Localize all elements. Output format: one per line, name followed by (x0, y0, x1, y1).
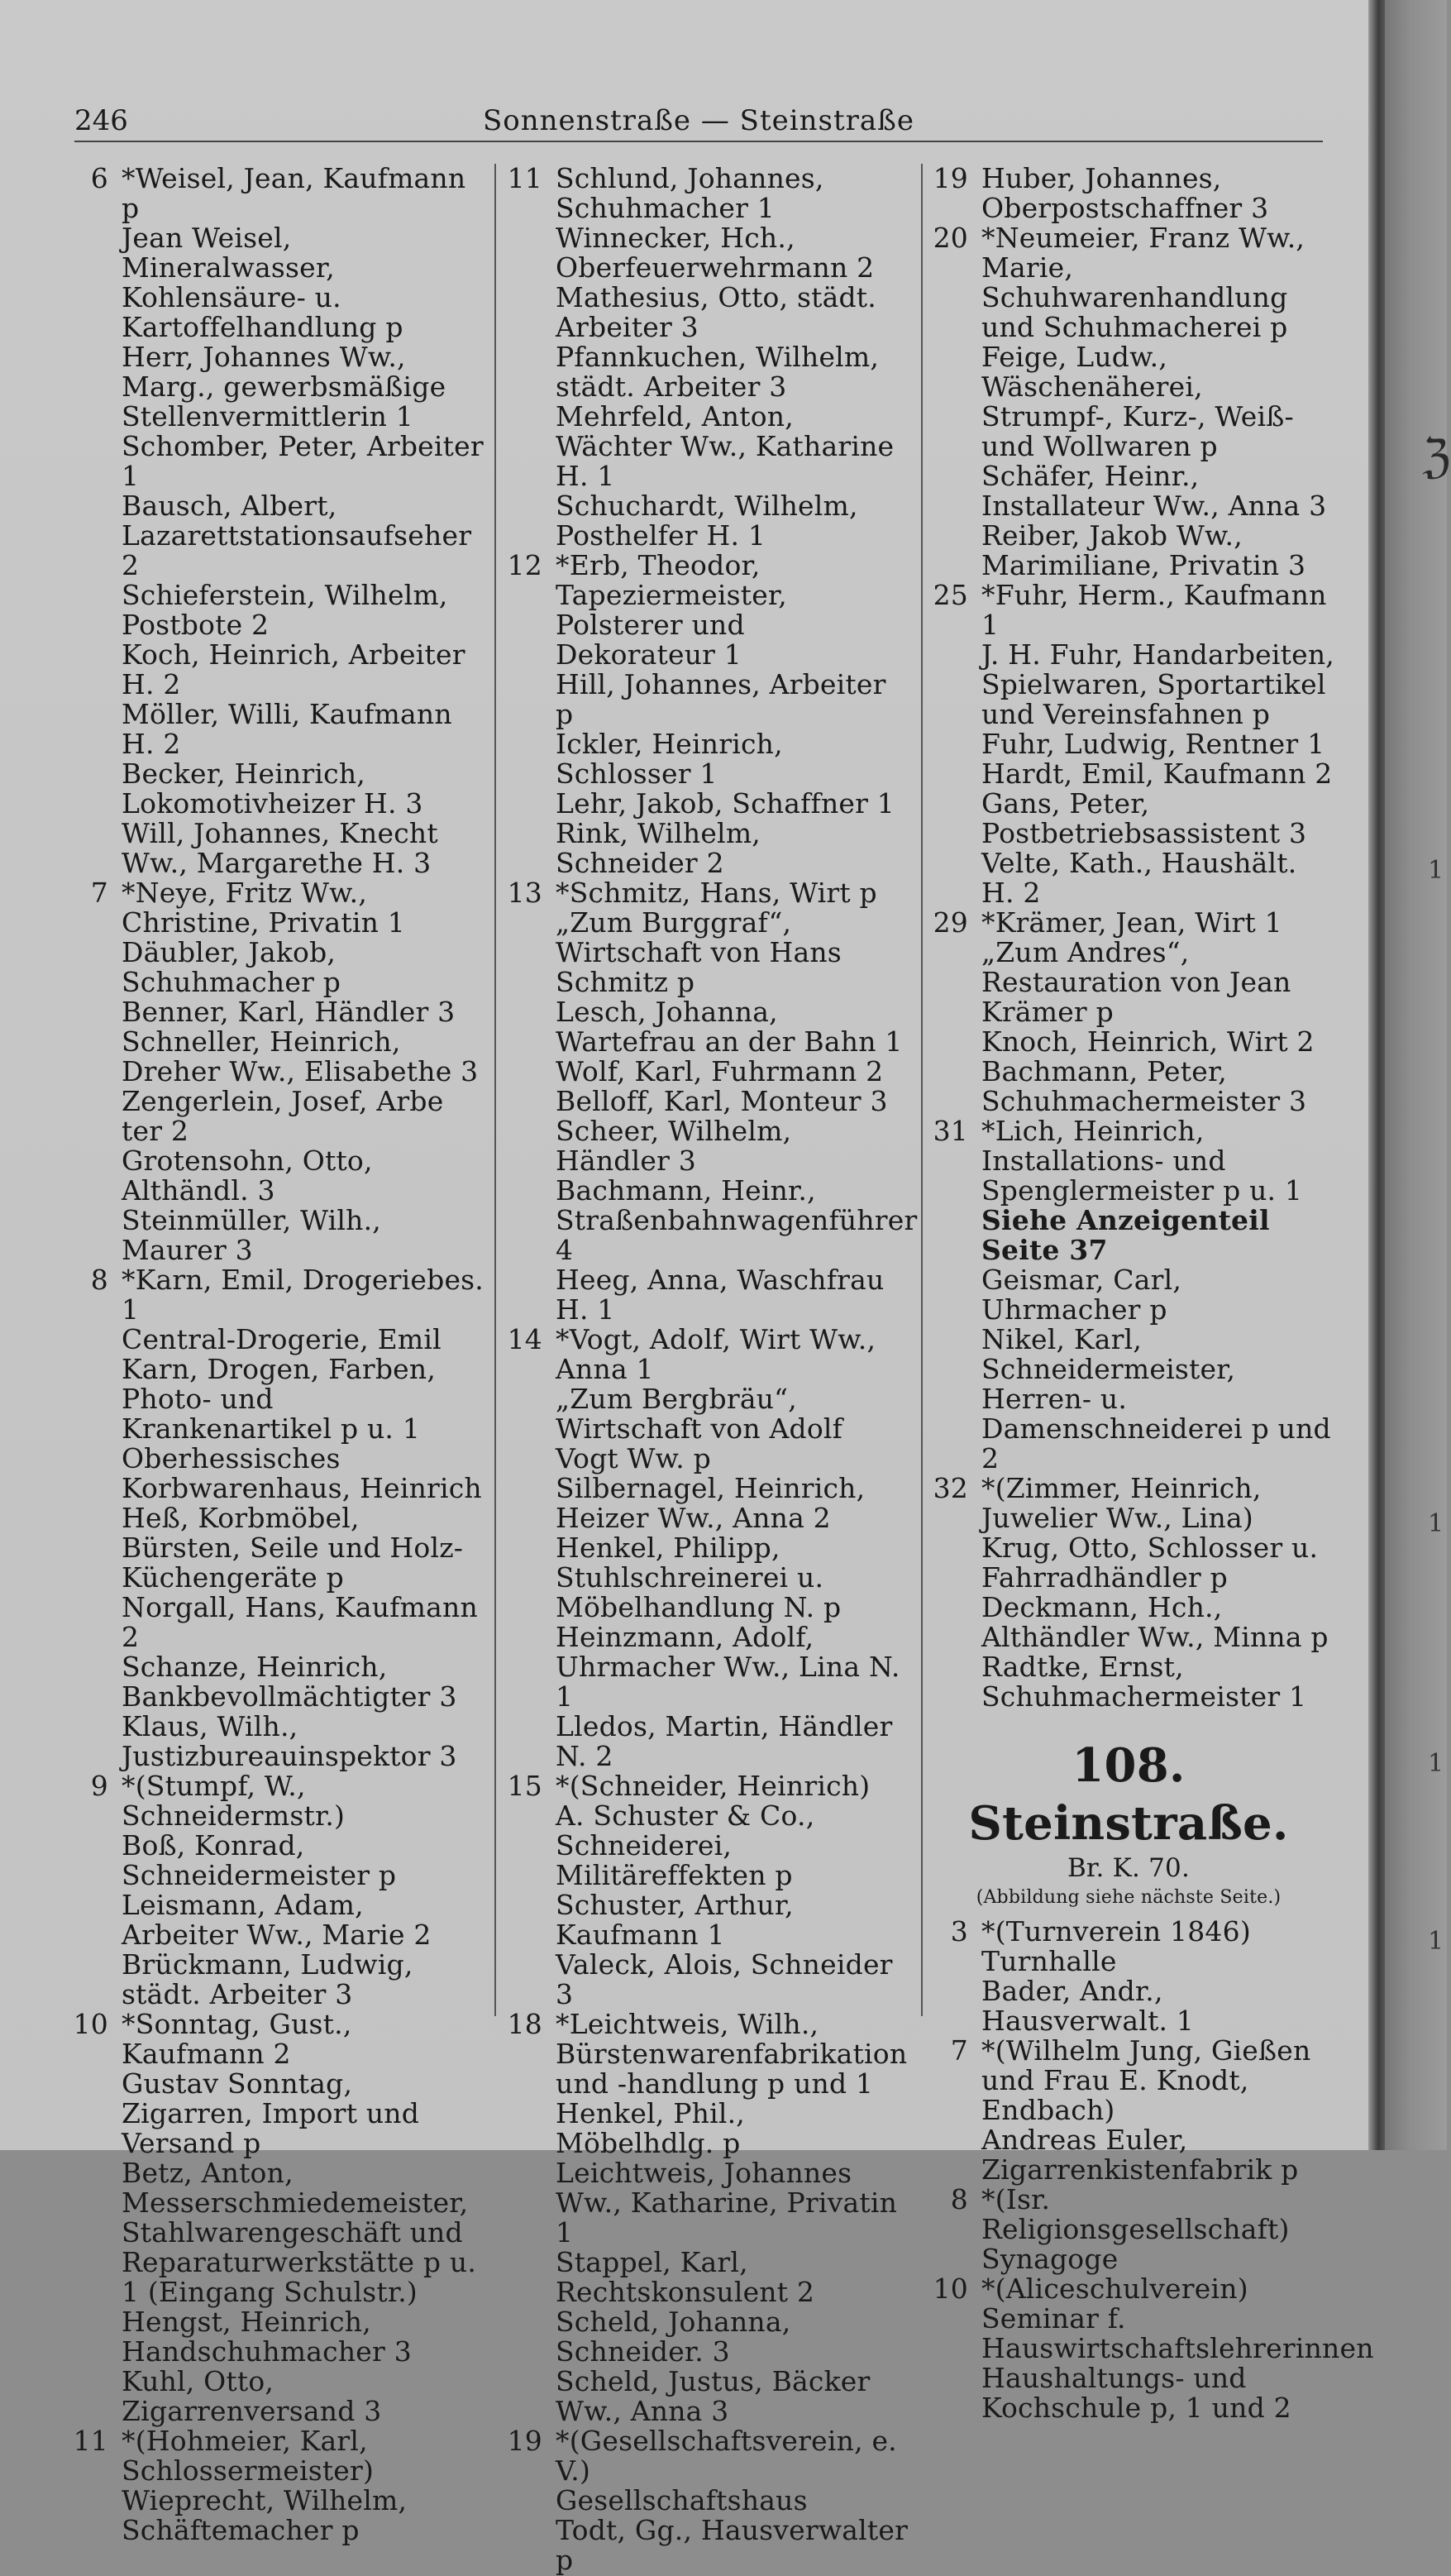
entry-text: Fuhr, Ludwig, Rentner 1 (981, 728, 1325, 760)
house-number: 15 (507, 1770, 542, 1802)
directory-entry (922, 2125, 1335, 2185)
directory-entry (496, 670, 909, 729)
house-number: 10 (73, 2008, 108, 2040)
entry-text: Leichtweis, Johannes Ww., Katharine, Privatin 1 (556, 2157, 898, 2249)
book-gutter (1368, 0, 1385, 2150)
edge-mark: 1 (1428, 856, 1444, 885)
directory-entry (922, 789, 1335, 848)
entry-text: Deckmann, Hch., Althändler Ww., Minna p (981, 1591, 1329, 1653)
entry-text: *Krämer, Jean, Wirt 1 (981, 906, 1282, 939)
directory-entry (62, 819, 484, 878)
directory-entry (62, 1831, 484, 1890)
column-3-entries (922, 164, 1335, 1712)
directory-entry (62, 640, 484, 700)
entry-text: Synagoge (981, 2243, 1119, 2275)
entry-text: *(Isr. Religionsgesellschaft) (981, 2183, 1290, 2245)
entry-text: Bachmann, Peter, Schuhmachermeister 3 (981, 1055, 1307, 1117)
directory-entry (62, 2426, 484, 2486)
directory-entry (922, 461, 1335, 521)
directory-entry (62, 164, 484, 223)
house-number: 29 (933, 906, 968, 939)
entry-text: Hardt, Emil, Kaufmann 2 (981, 758, 1333, 790)
entry-text: Haushaltungs- und Kochschule p, 1 und 2 (981, 2362, 1291, 2424)
directory-entry (922, 223, 1335, 342)
entry-text: Klaus, Wilh., Justizbureauinspektor 3 (122, 1710, 457, 1772)
directory-entry (496, 2099, 909, 2158)
entry-text: Belloff, Karl, Monteur 3 (556, 1085, 888, 1117)
directory-entry (62, 1652, 484, 1712)
house-number: 3 (950, 1915, 968, 1948)
entry-text: Todt, Gg., Hausverwalter p (556, 2514, 909, 2576)
directory-entry (62, 2158, 484, 2307)
directory-entry (922, 1593, 1335, 1652)
directory-entry (62, 342, 484, 432)
directory-entry (62, 1265, 484, 1325)
directory-entry (62, 938, 484, 997)
directory-entry (62, 2486, 484, 2545)
house-number: 32 (933, 1472, 968, 1504)
directory-entry (62, 1206, 484, 1265)
entry-text: Grotensohn, Otto, Althändl. 3 (122, 1145, 373, 1207)
directory-entry (922, 729, 1335, 759)
entry-text: Steinmüller, Wilh., Maurer 3 (122, 1204, 381, 1266)
directory-entry (62, 997, 484, 1027)
directory-entry (496, 2426, 909, 2486)
directory-entry (922, 2363, 1335, 2423)
directory-entry (62, 223, 484, 342)
house-number: 20 (933, 222, 968, 254)
house-number: 8 (950, 2183, 968, 2215)
entry-text: Velte, Kath., Haushält. H. 2 (981, 847, 1297, 909)
entry-text: Reiber, Jakob Ww., Marimiliane, Privatin 3 (981, 519, 1306, 581)
entry-text: *Erb, Theodor, Tapeziermeister, Polsterer und Dekorateur 1 (556, 549, 787, 671)
entry-text: Gesellschaftshaus (556, 2484, 808, 2516)
entry-text: Wieprecht, Wilhelm, Schäftemacher p (122, 2484, 408, 2546)
entry-text: Schäfer, Heinr., Installateur Ww., Anna 3 (981, 460, 1327, 522)
directory-entry (62, 1950, 484, 2010)
directory-entry (922, 2244, 1335, 2274)
entry-text: Koch, Heinrich, Arbeiter H. 2 (122, 638, 465, 700)
entry-text: Seminar f. Hauswirtschaftslehrerinnen (981, 2302, 1374, 2364)
entry-text: *Leichtweis, Wilh., Bürstenwarenfabrikation und -handlung p und 1 (556, 2008, 908, 2100)
directory-entry (496, 2158, 909, 2248)
entry-text: *Lich, Heinrich, Installations- und Spenglermeister p u. 1 (981, 1115, 1303, 1207)
entry-text: *Neumeier, Franz Ww., Marie, Schuhwarenhandlung und Schuhmacherei p (981, 222, 1305, 343)
directory-entry (496, 1623, 909, 1712)
entry-text: Becker, Heinrich, Lokomotivheizer H. 3 (122, 758, 423, 820)
entry-text: Silbernagel, Heinrich, Heizer Ww., Anna 2 (556, 1472, 866, 1534)
directory-entry (496, 1265, 909, 1325)
entry-text: Stappel, Karl, Rechtskonsulent 2 (556, 2246, 815, 2308)
directory-entry (496, 342, 909, 402)
directory-entry (922, 848, 1335, 908)
house-number: 14 (507, 1323, 542, 1355)
entry-text: Scheer, Wilhelm, Händler 3 (556, 1115, 792, 1177)
directory-entry (496, 878, 909, 908)
directory-entry (922, 2185, 1335, 2244)
column-3 (922, 162, 1374, 2424)
directory-entry (62, 1027, 484, 1087)
entry-text: *Neye, Fritz Ww., Christine, Privatin 1 (122, 877, 405, 939)
entry-text: Bader, Andr., Hausverwalt. 1 (981, 1975, 1195, 2037)
entry-text: Brückmann, Ludwig, städt. Arbeiter 3 (122, 1948, 413, 2010)
entry-text: Norgall, Hans, Kaufmann 2 (122, 1591, 478, 1653)
directory-entry (496, 1801, 909, 1890)
entry-text: *(Schneider, Heinrich) (556, 1770, 871, 1802)
entry-text: Lesch, Johanna, Wartefrau an der Bahn 1 (556, 996, 903, 1058)
directory-entry (496, 402, 909, 491)
directory-entry (62, 2307, 484, 2367)
directory-entry (922, 1027, 1335, 1057)
directory-entry (62, 2010, 484, 2069)
directory-entry (922, 2036, 1335, 2125)
entry-text: *(Turnverein 1846) (981, 1915, 1251, 1948)
directory-entry (496, 551, 909, 670)
entry-text: Benner, Karl, Händler 3 (122, 996, 456, 1028)
entry-text: Herr, Johannes Ww., Marg., gewerbsmäßige Stellenvermittlerin 1 (122, 341, 446, 433)
entry-text: Bachmann, Heinr., Straßenbahnwagenführer 4 (556, 1174, 918, 1266)
house-number: 19 (933, 162, 968, 194)
entry-text: Huber, Johannes, Oberpostschaffner 3 (981, 162, 1269, 224)
entry-text: Central-Drogerie, Emil Karn, Drogen, Farben, Photo- und Krankenartikel p u. 1 (122, 1323, 442, 1445)
house-number: 18 (507, 2008, 542, 2040)
entry-text: Andreas Euler, Zigarrenkistenfabrik p (981, 2124, 1299, 2186)
edge-mark: 1 (1428, 1509, 1444, 1538)
directory-entry (922, 908, 1335, 938)
column-2 (496, 162, 918, 2576)
entry-text: Schlund, Johannes, Schuhmacher 1 (556, 162, 824, 224)
directory-entry (496, 1057, 909, 1087)
entry-text: Betz, Anton, Messerschmiedemeister, Stahlwarengeschäft und Reparaturwerkstätte p u. 1 (Eingang Schulstr.) (122, 2157, 477, 2308)
directory-entry (922, 342, 1335, 461)
running-title: Sonnenstraße — Steinstraße (483, 104, 914, 137)
directory-entry (496, 1087, 909, 1116)
house-number: 7 (90, 877, 108, 909)
directory-entry (62, 1325, 484, 1444)
entry-text: Schanze, Heinrich, Bankbevollmächtigter 3 (122, 1651, 457, 1713)
entry-text: Schuchardt, Wilhelm, Posthelfer H. 1 (556, 490, 858, 552)
entry-text: Heeg, Anna, Waschfrau H. 1 (556, 1264, 885, 1326)
entry-text: *Vogt, Adolf, Wirt Ww., Anna 1 (556, 1323, 876, 1385)
entry-text: Oberhessisches Korbwarenhaus, Heinrich Heß, Korbmöbel, Bürsten, Seile und Holz-Küchengeräte p (122, 1442, 482, 1594)
house-number: 31 (933, 1115, 968, 1147)
entry-text: Gans, Peter, Postbetriebsassistent 3 (981, 787, 1307, 849)
house-number: 12 (507, 549, 542, 581)
entry-text: Schieferstein, Wilhelm, Postbote 2 (122, 579, 448, 641)
house-number: 11 (507, 162, 542, 194)
next-page-edge (1385, 0, 1447, 2150)
directory-entry (62, 1087, 484, 1146)
entry-text: Heinzmann, Adolf, Uhrmacher Ww., Lina N. 1 (556, 1621, 900, 1713)
directory-entry (62, 878, 484, 938)
entry-text: Däubler, Jakob, Schuhmacher p (122, 936, 341, 998)
directory-entry (922, 759, 1335, 789)
directory-entry (922, 164, 1335, 223)
directory-entry (496, 2010, 909, 2099)
page-header (74, 99, 1323, 142)
entry-text: Pfannkuchen, Wilhelm, städt. Arbeiter 3 (556, 341, 880, 403)
directory-entry (496, 491, 909, 551)
entry-text: Lehr, Jakob, Schaffner 1 (556, 787, 895, 820)
entry-text: Boß, Konrad, Schneidermeister p (122, 1829, 397, 1891)
directory-entry (62, 581, 484, 640)
entry-text: Schneller, Heinrich, Dreher Ww., Elisabethe 3 (122, 1025, 479, 1087)
entry-text: Knoch, Heinrich, Wirt 2 (981, 1025, 1315, 1058)
directory-entry (62, 491, 484, 581)
directory-entry (496, 2516, 909, 2575)
entry-text: Bausch, Albert, Lazarettstationsaufseher 2 (122, 490, 472, 581)
entry-text: Radtke, Ernst, Schuhmachermeister 1 (981, 1651, 1307, 1713)
directory-entry (62, 1771, 484, 1831)
house-number: 25 (933, 579, 968, 611)
directory-entry (496, 223, 909, 283)
directory-entry (62, 2069, 484, 2158)
directory-entry (496, 1712, 909, 1771)
entry-text: Möller, Willi, Kaufmann H. 2 (122, 698, 452, 760)
directory-entry (922, 938, 1335, 1027)
house-number: 7 (950, 2034, 968, 2067)
directory-entry (496, 908, 909, 997)
directory-entry (496, 283, 909, 342)
entry-text: Feige, Ludw., Wäschenäherei, Strumpf-, Kurz-, Weiß- und Wollwaren p (981, 341, 1294, 462)
directory-entry (922, 1533, 1335, 1593)
entry-text: *(Stumpf, W., Schneidermstr.) (122, 1770, 346, 1832)
entry-text: *(Hohmeier, Karl, Schlossermeister) (122, 2425, 375, 2487)
header-rule (74, 141, 1323, 142)
entry-text: Hengst, Heinrich, Handschuhmacher 3 (122, 2306, 412, 2368)
house-number: 13 (507, 877, 542, 909)
column-1 (62, 164, 484, 2545)
street-note: (Abbildung siehe nächste Seite.) (976, 1887, 1282, 1908)
house-number: 10 (933, 2273, 968, 2305)
directory-entry (922, 1325, 1335, 1474)
directory-entry (922, 1116, 1335, 1206)
entry-text: Schomber, Peter, Arbeiter 1 (122, 430, 484, 492)
directory-entry (922, 1474, 1335, 1533)
entry-text: Will, Johannes, Knecht Ww., Margarethe H. 3 (122, 817, 438, 879)
directory-entry (496, 2248, 909, 2307)
entry-text: „Zum Andres“, Restauration von Jean Krämer p (981, 936, 1291, 1028)
house-number: 19 (507, 2425, 542, 2457)
entry-text: Mehrfeld, Anton, Wächter Ww., Katharine H. 1 (556, 400, 895, 492)
directory-entry (922, 2274, 1335, 2304)
directory-entry (496, 2486, 909, 2516)
entry-text: *Weisel, Jean, Kaufmann p (122, 162, 466, 224)
edge-mark: 1 (1428, 1927, 1444, 1956)
entry-text: Ickler, Heinrich, Schlosser 1 (556, 728, 783, 790)
entry-text: J. H. Fuhr, Handarbeiten, Spielwaren, Sportartikel und Vereinsfahnen p (981, 638, 1334, 730)
directory-entry (62, 1146, 484, 1206)
directory-entry (922, 2302, 1374, 2364)
entry-text: *Karn, Emil, Drogeriebes. 1 (122, 1264, 484, 1326)
next-page-glyph: ℨ (1422, 430, 1451, 484)
entry-text: Jean Weisel, Mineralwasser, Kohlensäure- u. Kartoffelhandlung p (122, 222, 403, 343)
entry-text: Turnhalle (981, 1945, 1117, 1977)
page-number: 246 (74, 104, 128, 137)
street-entries (922, 1915, 1374, 2424)
directory-entry (922, 1265, 1335, 1325)
edge-mark: 1 (1428, 1749, 1444, 1778)
entry-text: Leismann, Adam, Arbeiter Ww., Marie 2 (122, 1889, 432, 1951)
entry-text: Gustav Sonntag, Zigarren, Import und Versand p (122, 2067, 420, 2159)
directory-entry (62, 700, 484, 759)
entry-text: Rink, Wilhelm, Schneider 2 (556, 817, 761, 879)
directory-entry (62, 2367, 484, 2426)
directory-entry (496, 1116, 909, 1176)
directory-entry (496, 1174, 918, 1266)
directory-entry (496, 1325, 909, 1384)
entry-text: Wolf, Karl, Fuhrmann 2 (556, 1055, 884, 1087)
house-number: 8 (90, 1264, 108, 1296)
entry-text: Siehe Anzeigenteil Seite 37 (981, 1204, 1270, 1266)
entry-text: *Fuhr, Herm., Kaufmann 1 (981, 579, 1327, 641)
entry-text: Scheld, Justus, Bäcker Ww., Anna 3 (556, 2365, 871, 2427)
directory-entry (922, 1206, 1335, 1265)
entry-text: Henkel, Philipp, Stuhlschreinerei u. Möbelhandlung N. p (556, 1532, 842, 1623)
entry-text: Hill, Johannes, Arbeiter p (556, 668, 886, 730)
directory-entry (62, 1890, 484, 1950)
entry-text: Lledos, Martin, Händler N. 2 (556, 1710, 893, 1772)
entry-text: Kuhl, Otto, Zigarrenversand 3 (122, 2365, 382, 2427)
directory-entry (496, 1771, 909, 1801)
directory-entry (496, 729, 909, 789)
directory-entry (496, 819, 909, 878)
entry-text: Mathesius, Otto, städt. Arbeiter 3 (556, 281, 876, 343)
directory-entry (496, 789, 909, 819)
directory-entry (496, 1890, 909, 1950)
directory-entry (496, 997, 909, 1057)
entry-text: Krug, Otto, Schlosser u. Fahrradhändler p (981, 1532, 1319, 1594)
directory-entry (496, 1384, 909, 1474)
directory-entry (496, 2367, 909, 2426)
entry-text: *Sonntag, Gust., Kaufmann 2 (122, 2008, 352, 2070)
entry-text: Valeck, Alois, Schneider 3 (556, 1948, 893, 2010)
house-number: 6 (90, 162, 108, 194)
directory-entry (922, 1652, 1335, 1712)
directory-entry (496, 1474, 909, 1533)
entry-text: Henkel, Phil., Möbelhdlg. p (556, 2097, 745, 2159)
entry-text: Nikel, Karl, Schneidermeister, Herren- u. Damenschneiderei p und 2 (981, 1323, 1331, 1474)
directory-entry (922, 1057, 1335, 1116)
directory-entry (922, 1947, 1335, 1976)
street-title: 108. Steinstraße. (968, 1738, 1289, 1851)
entry-text: A. Schuster & Co., Schneiderei, Militäreffekten p (556, 1799, 815, 1891)
directory-entry (496, 164, 909, 223)
house-number: 9 (90, 1770, 108, 1802)
directory-entry (922, 1917, 1335, 1947)
directory-entry (62, 1444, 484, 1593)
directory-entry (62, 432, 484, 491)
directory-entry (62, 1593, 484, 1652)
directory-entry (922, 521, 1335, 581)
directory-entry (922, 640, 1335, 729)
directory-entry (62, 759, 484, 819)
directory-entry (62, 1712, 484, 1771)
entry-text: Geismar, Carl, Uhrmacher p (981, 1264, 1182, 1326)
entry-text: „Zum Burggraf“, Wirtschaft von Hans Schmitz p (556, 906, 842, 998)
entry-text: *Schmitz, Hans, Wirt p (556, 877, 877, 909)
entry-text: Schuster, Arthur, Kaufmann 1 (556, 1889, 794, 1951)
entry-text: *(Gesellschaftsverein, e. V.) (556, 2425, 897, 2487)
entry-text: Zengerlein, Josef, Arbe ter 2 (122, 1085, 444, 1147)
entry-text: *(Zimmer, Heinrich, Juwelier Ww., Lina) (981, 1472, 1262, 1534)
entry-text: Winnecker, Hch., Oberfeuerwehrmann 2 (556, 222, 875, 284)
street-subtitle: Br. K. 70. (1067, 1853, 1191, 1883)
directory-entry (922, 581, 1335, 640)
directory-entry (496, 1533, 909, 1623)
directory-entry (496, 2307, 909, 2367)
directory-entry (922, 1976, 1335, 2036)
entry-text: „Zum Bergbräu“, Wirtschaft von Adolf Vogt Ww. p (556, 1383, 843, 1474)
entry-text: *(Aliceschulverein) (981, 2273, 1248, 2305)
house-number: 11 (73, 2425, 108, 2457)
entry-text: Scheld, Johanna, Schneider. 3 (556, 2306, 791, 2368)
directory-entry (496, 1950, 909, 2010)
entry-text: *(Wilhelm Jung, Gießen und Frau E. Knodt, Endbach) (981, 2034, 1311, 2126)
